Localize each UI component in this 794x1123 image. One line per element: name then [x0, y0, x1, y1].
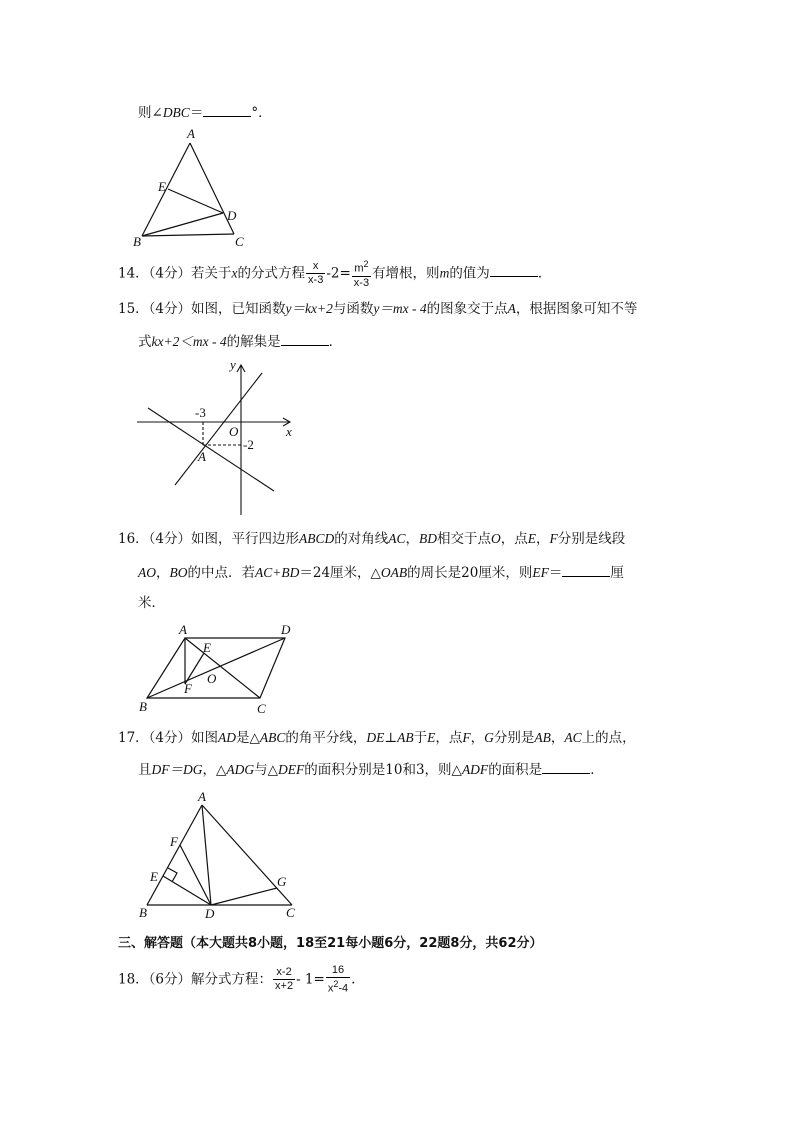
label-A: A	[187, 126, 195, 141]
answer-blank[interactable]	[562, 564, 610, 577]
q14-text: 14．（4分）若关于x的分式方程 $\frac{x}{x-3}$ -2= $\frac{m^2}{x-3}$ 有增根，则m的值为 ．	[118, 259, 552, 289]
q15-graph	[135, 355, 295, 520]
label-y: y	[230, 357, 236, 372]
section-heading: 三、解答题（本大题共8小题，18至21每小题6分，22题8分，共62分）	[118, 936, 543, 951]
q15-line1: 15．（4分）如图，已知函数y＝kx+2与函数y＝mx - 4的图象交于点A，根据图象可知不等	[118, 301, 638, 317]
q16-line1: 16．（4分）如图，平行四边形ABCD的对角线AC，BD相交于点O，点E，F分别是线段	[118, 531, 626, 547]
q13-figure	[130, 128, 260, 253]
q17-line2: 且DF＝DG，△ADG与△DEF的面积分别是10和3，则△ADF的面积是 ．	[138, 762, 604, 778]
label-E: E	[203, 640, 211, 655]
label-A: A	[198, 789, 206, 804]
label-E: E	[150, 869, 158, 884]
label-C: C	[257, 701, 266, 716]
answer-blank[interactable]	[490, 264, 538, 277]
q17-line1: 17．（4分）如图AD是△ABC的角平分线，DE⊥AB于E，点F，G分别是AB，AC上的点，	[118, 730, 636, 746]
q16-line3: 米．	[138, 595, 165, 611]
label-C: C	[286, 905, 295, 920]
label-D: D	[227, 208, 237, 223]
fraction-2: $\frac{m^2}{x-3}$	[353, 259, 370, 289]
label-D: D	[281, 622, 291, 637]
q16-figure	[135, 620, 310, 715]
label-O: O	[229, 424, 239, 439]
q18-text: 18．（6分）解分式方程： $\frac{x-2}{x+2}$ - 1= $\frac{16}{x^2-4}$ .	[118, 964, 356, 995]
fraction-1: $\frac{x-2}{x+2}$	[275, 966, 294, 993]
label-A: A	[198, 449, 206, 464]
label-C: C	[235, 234, 244, 249]
label-G: G	[277, 874, 287, 889]
label-O: O	[207, 671, 217, 686]
answer-blank[interactable]	[203, 104, 251, 117]
label-B: B	[139, 699, 147, 714]
label-x: x	[286, 424, 292, 439]
label-A: A	[179, 622, 187, 637]
label-B: B	[139, 905, 147, 920]
label-D: D	[205, 906, 215, 921]
answer-blank[interactable]	[542, 761, 590, 774]
label-F: F	[184, 681, 192, 696]
label-neg3: -3	[195, 405, 206, 420]
fraction-2: $\frac{16}{x^2-4}$	[327, 964, 349, 995]
label-E: E	[158, 179, 166, 194]
q13-text: 则∠DBC＝ °．	[138, 105, 272, 121]
label-neg2: -2	[243, 437, 254, 452]
answer-blank[interactable]	[281, 333, 329, 346]
q15-line2: 式kx+2＜mx - 4的解集是 ．	[138, 334, 343, 350]
label-F: F	[170, 834, 178, 849]
label-B: B	[133, 234, 141, 249]
q16-line2: AO，BO的中点．若AC+BD＝24厘米，△OAB的周长是20厘米，则EF＝ 厘	[138, 565, 624, 581]
q17-figure	[135, 790, 305, 925]
fraction-1: $\frac{x}{x-3}$	[308, 260, 324, 287]
